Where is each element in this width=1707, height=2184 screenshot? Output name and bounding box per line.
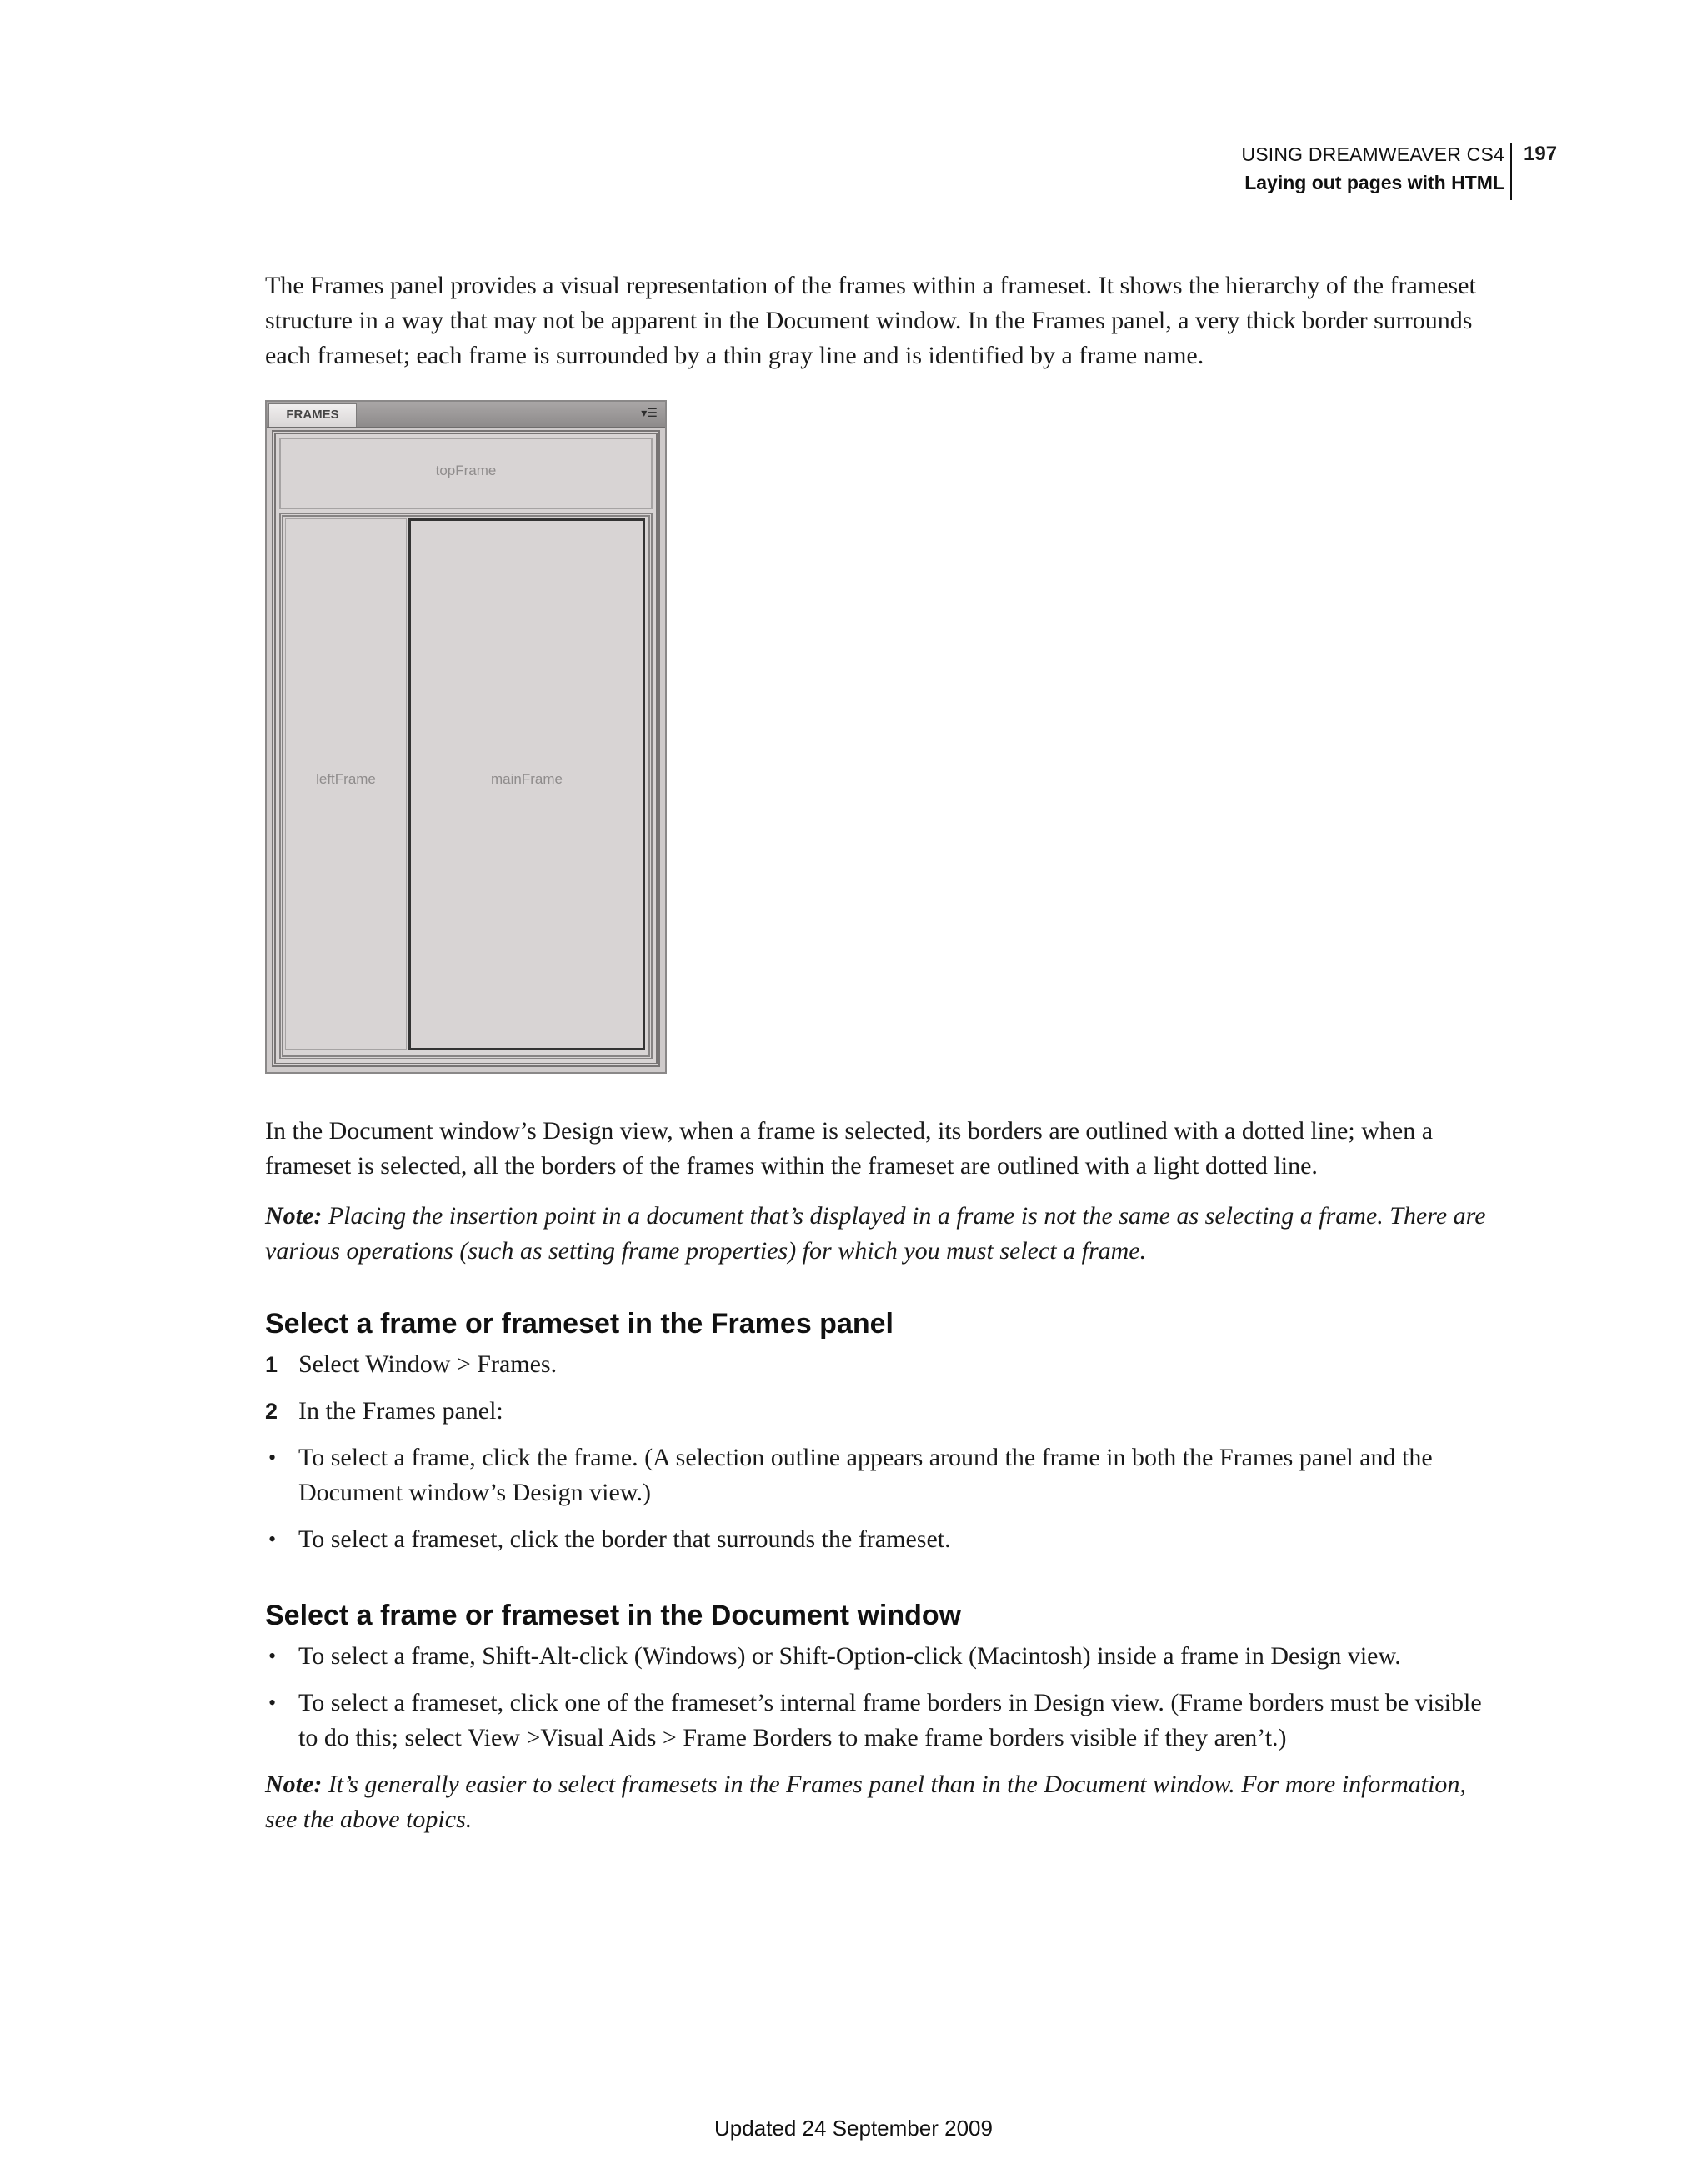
section-1-bullet-1-text: To select a frame, click the frame. (A selection outline appears around the frame in both the Frames panel and the Document window’s Design view.) [298,1444,1433,1506]
step-1-text: Select Window > Frames. [298,1350,558,1378]
header-rule [1510,143,1512,200]
step-1 [265,1347,1500,1382]
bullet-icon: • [268,1527,277,1551]
section-1-heading: Select a frame or frameset in the Frames panel [265,1308,894,1340]
left-frame-label: leftFrame [316,771,376,787]
outer-frameset[interactable] [272,430,660,1067]
section-2-bullet-2-text: To select a frameset, click one of the frameset’s internal frame borders in Design view. (Frame borders must be visible to do this; select View >Visual Aids > Frame Borders to make frame borders visible if they aren’t.) [298,1689,1482,1751]
note-1-label: Note: [265,1202,323,1230]
design-view-paragraph: In the Document window’s Design view, when a frame is selected, its borders are outlined with a dotted line; when a frameset is selected, all the borders of the frames within the frameset are outlined with a light dotted line. [265,1117,1434,1180]
note-2-text: It’s generally easier to select framesets in the Frames panel than in the Document window. For more information, see the above topics. [265,1771,1466,1833]
frames-panel [265,400,667,1074]
bullet-icon: • [268,1644,277,1668]
intro-paragraph: The Frames panel provides a visual representation of the frames within a frameset. It shows the hierarchy of the frameset structure in a way that may not be apparent in the Document window. In the Frames panel, a very thick border surrounds each frameset; each frame is surrounded by a thin gray line and is identified by a frame name. [265,272,1476,369]
bullet-icon: • [268,1445,277,1470]
book-title: USING DREAMWEAVER CS4 [1241,143,1504,165]
step-2-text: In the Frames panel: [298,1397,503,1425]
section-2-bullet-2 [265,1686,1500,1756]
bullet-icon: • [268,1691,277,1715]
page-content [265,268,1500,1837]
step-2-number: 2 [265,1399,278,1424]
main-frame-label: mainFrame [491,771,563,787]
section-2-bullet-1 [265,1639,1500,1674]
inner-frameset[interactable] [279,513,653,1059]
note-2-label: Note: [265,1771,323,1798]
section-1-bullet-2 [265,1522,1500,1557]
section-2-bullet-1-text: To select a frame, Shift-Alt-click (Windows) or Shift-Option-click (Macintosh) inside a frame in Design view. [298,1642,1401,1670]
top-frame[interactable] [279,438,653,509]
section-1-bullet-2-text: To select a frameset, click the border that surrounds the frameset. [298,1525,951,1553]
panel-menu-icon[interactable]: ▾☰ [641,407,658,420]
frames-panel-titlebar [267,402,665,428]
chapter-title: Laying out pages with HTML [1244,172,1504,193]
step-1-number: 1 [265,1352,278,1377]
running-header [0,140,1707,207]
frames-panel-tab[interactable]: FRAMES [268,403,357,427]
page-footer: Updated 24 September 2009 [714,2116,993,2141]
left-frame[interactable] [285,518,407,1050]
section-2-heading: Select a frame or frameset in the Document window [265,1600,962,1631]
top-frame-label: topFrame [435,463,497,478]
note-1-text: Placing the insertion point in a document that’s displayed in a frame is not the same as selecting a frame. There are various operations (such as setting frame properties) for which you must select a frame. [265,1202,1486,1265]
running-header-text [1241,140,1504,197]
step-2 [265,1394,1500,1429]
note-2 [265,1767,1500,1837]
page-number: 197 [1524,143,1558,165]
main-frame[interactable] [408,518,645,1050]
note-1 [265,1199,1500,1269]
section-1-bullet-1 [265,1440,1500,1510]
